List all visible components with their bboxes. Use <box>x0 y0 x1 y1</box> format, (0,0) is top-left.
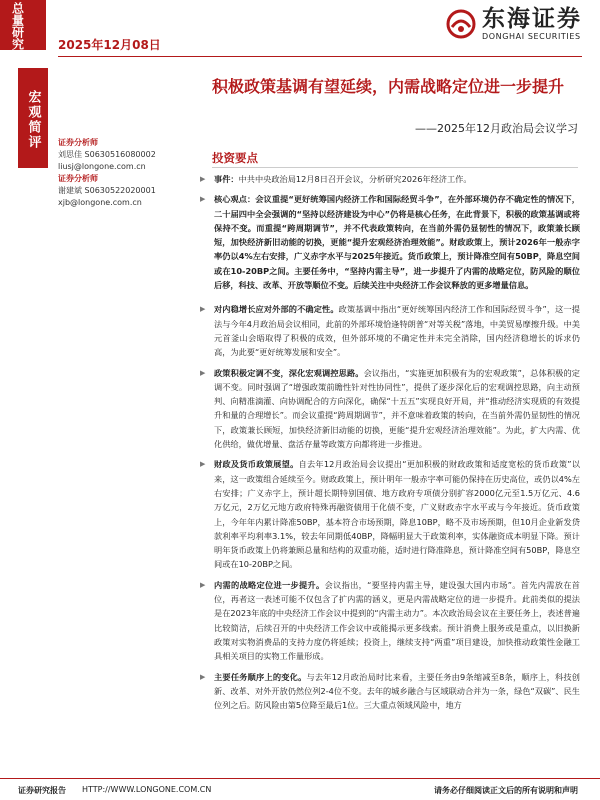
footer-disclaimer: 请务必仔细阅读正文后的所有说明和声明 <box>434 786 578 795</box>
donghai-logo-icon <box>446 9 476 39</box>
report-category-tab: 宏观简评 <box>18 68 48 168</box>
analyst-info <box>58 137 208 209</box>
analyst-email[interactable]: xjb@longone.com.cn <box>58 198 142 207</box>
bullet-lead: 内需的战略定位进一步提升。 <box>214 579 325 590</box>
analyst-role: 证券分析师 <box>58 138 98 147</box>
analyst-role: 证券分析师 <box>58 174 98 183</box>
footer-website-link[interactable]: HTTP://WWW.LONGONE.COM.CN <box>82 785 212 794</box>
bullet-lead: 政策积极定调不变，深化宏观调控思路。 <box>214 367 364 378</box>
bullet-triangle-icon: ▶ <box>200 580 206 589</box>
bullet-lead: 财政及货币政策展望。 <box>214 459 299 470</box>
report-title: 积极政策基调有望延续，内需战略定位进一步提升 <box>212 77 565 96</box>
bullet-triangle-icon: ▶ <box>200 368 206 377</box>
page-footer <box>0 778 600 800</box>
report-subtitle: ——2025年12月政治局会议学习 <box>415 122 578 135</box>
bullet-triangle-icon: ▶ <box>200 175 206 183</box>
list-item <box>198 578 580 664</box>
bullet-text: 中共中央政治局12月8日召开会议，分析研究2026年经济工作。 <box>238 174 472 184</box>
report-date: 2025年12月08日 <box>58 38 161 52</box>
bullet-text: 会议指出，“实施更加积极有为的宏观政策”，总体积极的定调不变。同时强调了“增强政策前瞻性针对性协同性”，提供了逐步深化后的宏观调控思路，向主动预判、向精准滴灌、向协调配合的方向深化，确保“十五五”实现良好开局，并“推动经济实现质的有效提升和量的合理增长”。而会议重提“跨周期调节”，并不意味着政策的转向，在当前外需仍显韧性的情况下，政策兼长顾短，加快经济新旧动能的切换，更能“提升宏观经济治理效能”。为此，扩大内需、优化供给，做优增量、盘活存量等政策方向都将进一步推进。 <box>214 367 580 450</box>
company-logo <box>446 6 582 42</box>
bullet-triangle-icon: ▶ <box>200 195 206 204</box>
key-points-list <box>198 172 580 718</box>
research-type-tab: 总量研究 <box>0 0 46 50</box>
list-item <box>198 172 580 186</box>
logo-chinese-name: 东海证券 <box>482 6 582 32</box>
section-divider <box>212 167 578 168</box>
bullet-lead: 事件： <box>214 174 239 184</box>
bullet-text: 自去年12月政治局会议提出“更加积极的财政政策和适度宽松的货币政策”以来，这一政策组合延续至今。财政政策上，预计明年一般赤字率可能仍保持在历史高位，或仍以4%左右安排；广义赤字上，预计超长期特别国债、地方政府专项债分别扩容2000亿元至1.5万亿元、4.6万亿元，2万亿元地方政府特殊再融资债用于化债不变，广义财政赤字水平或与今年接近。货币政策上，今年年内累计降准50BP，基本符合市场预期，降息10BP，略不及市场预期，但10月企业新发贷款利率平均利率3.1%，较去年同期低40BP，降幅明显大于政策利率，实体融资成本明显下降。预计明年货币政策上仍将兼顾总量和结构的双重功能，适时进行降准降息，预计降准空间有50BP，降息空间或在10-20BP之间。 <box>214 459 580 570</box>
analyst-email[interactable]: liusj@longone.com.cn <box>58 162 146 171</box>
list-item <box>198 670 580 713</box>
header-divider <box>58 56 582 57</box>
bullet-text: 会议指出，“要坚持内需主导，建设强大国内市场”。首先内需放在首位，再者这一表述可能不仅包含了扩内需的涵义，更是内需战略定位的进一步提升。此前类似的提法是在2023年底的中央经济工作会议中提到的“内需主动力”。本次政治局会议在主要任务上，表述普遍比较简洁，后续召开的中央经济工作会议中或能揭示更多线索。预计消费上服务或是重点，以旧换新政策对实物消费品的支持力度仍将延续；投资上，继续支持“两重”项目建设，加快推动政策性金融工具相关项目的实物工作量形成。 <box>214 579 580 662</box>
list-item <box>198 366 580 452</box>
list-item <box>198 457 580 571</box>
footer-report-type: 证券研究报告 <box>18 786 66 795</box>
bullet-triangle-icon: ▶ <box>200 460 206 469</box>
bullet-triangle-icon: ▶ <box>200 305 206 314</box>
analyst-name: 刘思佳 S0630516080002 <box>58 150 156 159</box>
bullet-text: 会议重提“更好统筹国内经济工作和国际经贸斗争”，在外部环境仍存不确定性的情况下，二十届四中全会强调的“坚持以经济建设为中心”仍将是核心任务，在此背景下，积极的政策基调或将保持不变。而重提“跨周期调节”，并不代表政策转向，在当前外需仍显韧性的情况下，政策兼长顾短，加快经济新旧动能的切换，更能“提升宏观经济治理效能”。财政政策上，预计2026年一般赤字率仍以4%左右安排，广义赤字水平与2025年接近。货币政策上，预计降准空间有50BP，降息空间或在10-20BP之间。主要任务中，“坚持内需主导”，进一步提升了内需的战略定位，防风险的顺位后移，科技、改革、开放等顺位不变。后续关注中央经济工作会议释放的更多增量信息。 <box>214 194 580 291</box>
bullet-lead: 核心观点： <box>214 194 256 205</box>
bullet-lead: 主要任务顺序上的变化。 <box>214 671 307 682</box>
list-item <box>198 302 580 359</box>
list-item <box>198 192 580 292</box>
logo-english-name: DONGHAI SECURITIES <box>482 32 581 41</box>
bullet-text: 政策基调中指出“更好统筹国内经济工作和国际经贸斗争”，这一提法与今年4月政治局会议相同，此前的外部环境恰逢特朗普“对等关税”落地，中美贸易摩擦升级。中美元首釜山会晤取得了积极的成效，但外部环境的不确定性并未完全消除，国内经济稳增长的诉求仍高，为此要“更好统筹发展和安全”。 <box>214 304 580 358</box>
analyst-name: 谢建斌 S0630522020001 <box>58 186 156 195</box>
bullet-triangle-icon: ▶ <box>200 672 206 681</box>
bullet-lead: 对内稳增长应对外部的不确定性。 <box>214 304 339 315</box>
bullet-text: 与去年12月政治局时比来看，主要任务由9条缩减至8条，顺序上，科技创新、改革、对外开放仍然位列2-4位不变。去年的城乡融合与区域联动合并为一条，绿色“双碳”、民生位列之后。防风险由第5位降至最后1位。三大重点领域风险中，地方 <box>214 671 580 711</box>
section-heading: 投资要点 <box>212 151 258 165</box>
